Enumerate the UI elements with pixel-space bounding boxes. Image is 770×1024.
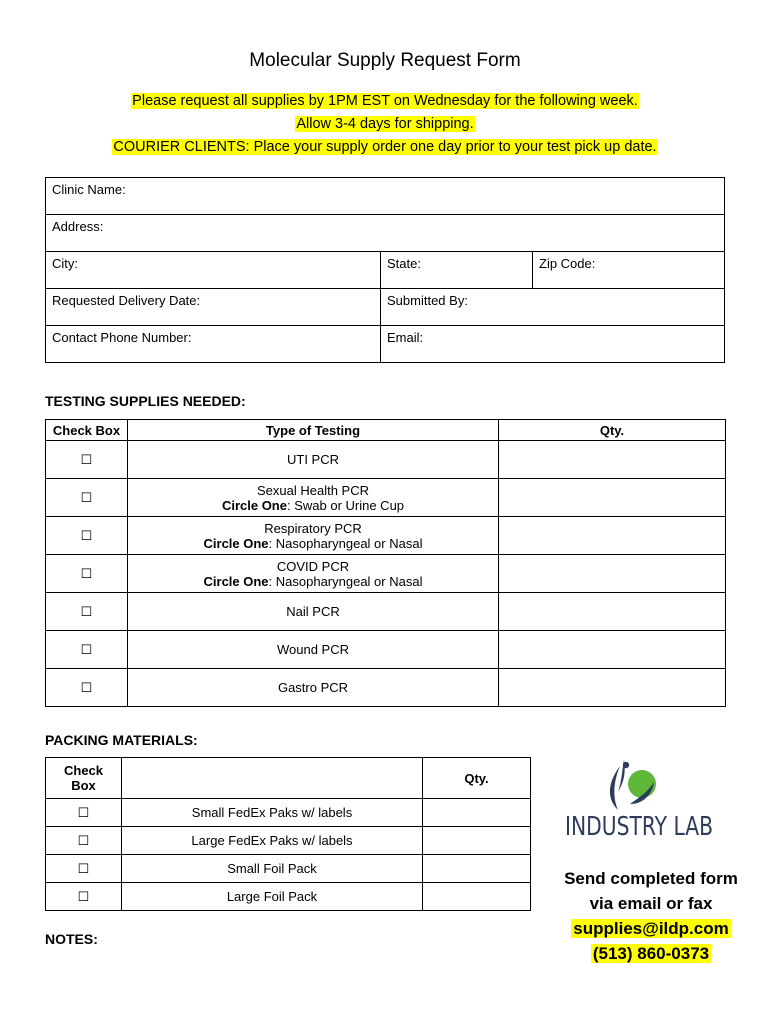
sexual-health-label: [128, 479, 499, 517]
sexual-health-qty-cell[interactable]: [499, 479, 726, 517]
uti-qty-cell[interactable]: [499, 441, 726, 479]
table-row: [46, 669, 726, 707]
small-fedex-checkbox[interactable]: ☐: [46, 799, 122, 827]
small-foil-qty-cell[interactable]: [423, 855, 531, 883]
clinic-info-table: [45, 177, 725, 363]
notice-line-1: Please request all supplies by 1PM EST on Wednesday for the following week.: [132, 93, 638, 109]
large-foil-qty-cell[interactable]: [423, 883, 531, 911]
respiratory-label: [128, 517, 499, 555]
packing-heading: PACKING MATERIALS:: [45, 732, 198, 748]
packing-col-check: Check Box: [46, 758, 122, 799]
gastro-qty-cell[interactable]: [499, 669, 726, 707]
gastro-label: Gastro PCR: [128, 669, 499, 707]
testing-col-qty: Qty.: [499, 420, 726, 441]
state-field[interactable]: State:: [381, 252, 533, 289]
sexual-health-title: Sexual Health PCR: [257, 482, 369, 498]
gastro-checkbox[interactable]: ☐: [46, 669, 128, 707]
table-row: [46, 441, 726, 479]
packing-col-qty: Qty.: [423, 758, 531, 799]
testing-table: [45, 419, 726, 707]
sexual-health-options: Circle One: Swab or Urine Cup: [221, 497, 405, 513]
table-row: [46, 827, 531, 855]
small-fedex-label: Small FedEx Paks w/ labels: [122, 799, 423, 827]
table-row: [46, 555, 726, 593]
table-row: [46, 593, 726, 631]
phone-field[interactable]: Contact Phone Number:: [46, 326, 381, 363]
respiratory-qty-cell[interactable]: [499, 517, 726, 555]
uti-checkbox[interactable]: ☐: [46, 441, 128, 479]
uti-label: UTI PCR: [128, 441, 499, 479]
wound-qty-cell[interactable]: [499, 631, 726, 669]
table-row: [46, 799, 531, 827]
large-foil-label: Large Foil Pack: [122, 883, 423, 911]
sexual-health-checkbox[interactable]: ☐: [46, 479, 128, 517]
table-row: [46, 631, 726, 669]
packing-col-item: [122, 758, 423, 799]
delivery-date-field[interactable]: Requested Delivery Date:: [46, 289, 381, 326]
testing-col-type: Type of Testing: [128, 420, 499, 441]
covid-options: Circle One: Nasopharyngeal or Nasal: [203, 573, 423, 589]
nail-checkbox[interactable]: ☐: [46, 593, 128, 631]
send-line-1: Send completed form: [564, 869, 738, 888]
large-fedex-checkbox[interactable]: ☐: [46, 827, 122, 855]
zip-field[interactable]: Zip Code:: [533, 252, 725, 289]
wound-label: Wound PCR: [128, 631, 499, 669]
testing-col-check: Check Box: [46, 420, 128, 441]
table-row: [46, 883, 531, 911]
table-row: [46, 517, 726, 555]
large-fedex-qty-cell[interactable]: [423, 827, 531, 855]
table-row: [46, 855, 531, 883]
packing-table: [45, 757, 531, 911]
send-line-2: via email or fax: [589, 894, 713, 913]
email-field[interactable]: Email:: [381, 326, 725, 363]
notice-line-2: Allow 3-4 days for shipping.: [296, 116, 474, 132]
large-foil-checkbox[interactable]: ☐: [46, 883, 122, 911]
notice-line-3: COURIER CLIENTS: Place your supply order one day prior to your test pick up date.: [113, 139, 657, 155]
clinic-name-field[interactable]: Clinic Name:: [46, 178, 725, 215]
wound-checkbox[interactable]: ☐: [46, 631, 128, 669]
respiratory-checkbox[interactable]: ☐: [46, 517, 128, 555]
table-row: [46, 479, 726, 517]
covid-label: [128, 555, 499, 593]
respiratory-options: Circle One: Nasopharyngeal or Nasal: [203, 535, 423, 551]
notes-label: NOTES:: [45, 931, 98, 947]
address-field[interactable]: Address:: [46, 215, 725, 252]
nail-label: Nail PCR: [128, 593, 499, 631]
nail-qty-cell[interactable]: [499, 593, 726, 631]
covid-title: COVID PCR: [276, 558, 350, 574]
respiratory-title: Respiratory PCR: [264, 520, 362, 536]
submitted-by-field[interactable]: Submitted By:: [381, 289, 725, 326]
covid-checkbox[interactable]: ☐: [46, 555, 128, 593]
logo-wordmark: INDUSTRY LAB: [565, 812, 714, 842]
testing-heading: TESTING SUPPLIES NEEDED:: [45, 393, 246, 409]
contact-fax: (513) 860-0373: [592, 944, 710, 963]
contact-email[interactable]: supplies@ildp.com: [573, 919, 729, 938]
large-fedex-label: Large FedEx Paks w/ labels: [122, 827, 423, 855]
small-foil-label: Small Foil Pack: [122, 855, 423, 883]
small-fedex-qty-cell[interactable]: [423, 799, 531, 827]
city-field[interactable]: City:: [46, 252, 381, 289]
form-title: Molecular Supply Request Form: [249, 50, 521, 71]
small-foil-checkbox[interactable]: ☐: [46, 855, 122, 883]
covid-qty-cell[interactable]: [499, 555, 726, 593]
